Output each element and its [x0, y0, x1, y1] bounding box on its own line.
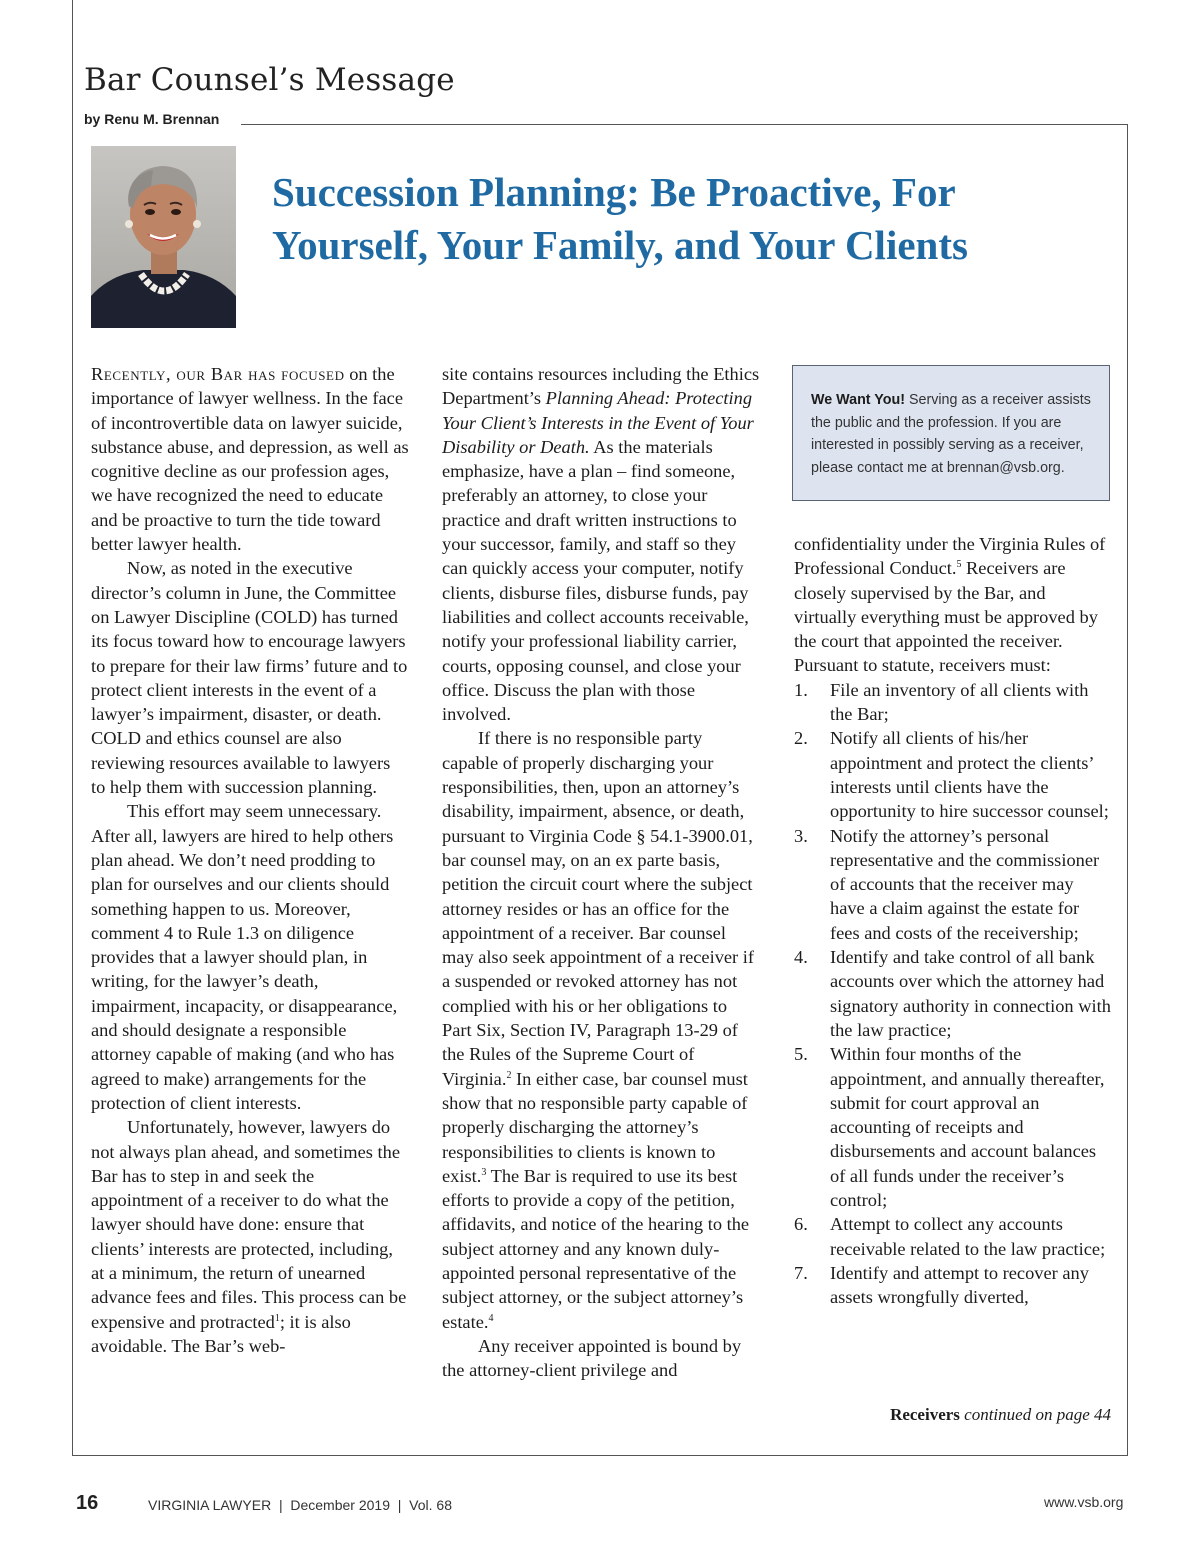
- footnote-ref: 1: [274, 1312, 280, 1324]
- paragraph-text: As the materials emphasize, have a plan – find someone, preferably an attorney, to close your practice and draft written instructions to your successor, family, and staff so they can quickly access your computer, notify clients, disburse files, disburse funds, pay liabilities and collect accounts receivable, notify your professional liability carrier, courts, opposing counsel, and close your office. Discuss the plan with those involved.: [442, 436, 749, 725]
- publication-title: Planning Ahead: Protecting Your Client’s Interests in the Event of Your Disability or Death.: [442, 388, 754, 457]
- paragraph: Now, as noted in the executive director’s column in June, the Committee on Lawyer Discipline (COLD) has turned its focus toward how to encourage lawyers to prepare for their law firms’ future and to protect client interests in the event of a lawyer’s impairment, disaster, or death. COLD and ethics counsel are also reviewing resources available to lawyers to help them with succession planning.: [91, 558, 408, 798]
- list-text: Notify all clients of his/her appointment and protect the clients’ interests until clients have the opportunity to hire successor counsel;: [830, 728, 1109, 822]
- continued-label: Receivers: [890, 1405, 960, 1424]
- receiver-duties-list: [794, 678, 1112, 1310]
- list-text: Notify the attorney’s personal representative and the commissioner of accounts that the receiver may have a claim against the estate for fees and costs of the receivership;: [830, 825, 1100, 943]
- list-text: Attempt to collect any accounts receivable related to the law practice;: [830, 1214, 1106, 1259]
- list-number: 1.: [794, 679, 808, 700]
- list-item: [794, 726, 1112, 823]
- list-text: Identify and attempt to recover any assets wrongfully diverted,: [830, 1262, 1089, 1308]
- frame-rule-left: [72, 0, 73, 1456]
- paragraph-text: The Bar is required to use its best efforts to provide a copy of the petition, affidavits, and notice of the hearing to the subject attorney and any known duly-appointed personal representative of the subject attorney, or the subject attorney’s estate.: [442, 1165, 750, 1332]
- paragraph-text: Receivers are closely supervised by the Bar, and virtually everything must be approved by the court that appointed the receiver. Pursuant to statute, receivers must:: [794, 558, 1098, 676]
- paragraph: This effort may seem unnecessary. After all, lawyers are hired to help others plan ahead. We don’t need prodding to plan for ourselves and our clients should something happen to us. Moreover, comment 4 to Rule 1.3 on diligence provides that a lawyer should plan, in writing, for the lawyer’s death, impairment, incapacity, or disappearance, and should designate a responsible attorney capable of making (and who has agreed to make) arrangements for the protection of client interests.: [91, 801, 398, 1113]
- list-item: [794, 1042, 1112, 1212]
- page-number: 16: [76, 1492, 99, 1514]
- footnote-ref: 3: [481, 1166, 487, 1178]
- lead-in: Recently, our Bar has focused: [91, 364, 345, 384]
- paragraph: [91, 362, 409, 556]
- paragraph: [794, 532, 1112, 678]
- section-title: Bar Counsel’s Message: [84, 62, 455, 98]
- paragraph-text: If there is no responsible party capable of properly discharging your responsibilities, then, upon an attorney’s disability, impairment, absence, or death, pursuant to Virginia Code § 54.1-3900.01, bar counsel may, on an ex parte basis, petition the circuit court where the subject attorney resides or has an office for the appointment of a receiver. Bar counsel may also seek appointment of a receiver if a suspended or revoked attorney has not complied with his or her obligations to Part Six, Section IV, Paragraph 13-29 of the Rules of the Supreme Court of Virginia.: [442, 728, 755, 1089]
- footnote-ref: 4: [488, 1312, 494, 1324]
- article-headline: Succession Planning: Be Proactive, For Yourself, Your Family, and Your Clients: [272, 169, 968, 268]
- paragraph-text: on the importance of lawyer wellness. In the face of incontrovertible data on lawyer suicide, substance abuse, and depression, as well as cognitive decline as our profession ages, we have recognized the need to educate and be proactive to turn the tide toward better lawyer health.: [91, 364, 409, 555]
- list-text: File an inventory of all clients with the Bar;: [830, 679, 1089, 725]
- list-number: 6.: [794, 1214, 808, 1235]
- list-text: Within four months of the appointment, and annually thereafter, submit for court approval an accounting of receipts and disbursements and account balances of all funds under the receiver’s control;: [830, 1044, 1105, 1211]
- paragraph-text: confidentiality under the Virginia Rules of Professional Conduct.: [794, 534, 1106, 579]
- list-number: 7.: [794, 1262, 808, 1283]
- byline: by Renu M. Brennan: [84, 111, 220, 127]
- paragraph-text: ; it is also avoidable. The Bar’s web-: [91, 1311, 351, 1356]
- footnote-ref: 5: [956, 559, 962, 571]
- list-number: 5.: [794, 1044, 808, 1065]
- list-item: [794, 945, 1112, 1042]
- list-item: [794, 1261, 1112, 1310]
- list-item: [794, 678, 1112, 727]
- article-column-1: [91, 362, 409, 1358]
- list-text: Identify and take control of all bank accounts over which the attorney had signatory authority in connection with the law practice;: [830, 947, 1111, 1040]
- paragraph: [442, 362, 760, 726]
- article-column-3: [794, 532, 1112, 1310]
- portrait-illustration: [91, 146, 236, 328]
- callout-box: [792, 365, 1110, 501]
- paragraph-text: In either case, bar counsel must show that no responsible party capable of properly discharging the attorney’s responsibilities to clients is known to exist.: [442, 1068, 748, 1186]
- list-number: 4.: [794, 947, 808, 968]
- frame-rule-top: [241, 124, 1128, 125]
- frame-rule-bottom: [72, 1455, 1128, 1456]
- continued-page: continued on page 44: [959, 1405, 1111, 1424]
- paragraph-text: site contains resources including the Ethics Department’s: [442, 364, 760, 409]
- callout-text: Serving as a receiver assists the public and the profession. If you are interested in possibly serving as a receiver, please contact me at brennan@vsb.org.: [811, 392, 1091, 476]
- list-number: 2.: [794, 728, 808, 749]
- callout-heading: We Want You!: [811, 392, 905, 408]
- frame-rule-right: [1127, 124, 1128, 1456]
- list-item: [794, 1212, 1112, 1261]
- paragraph: Any receiver appointed is bound by the attorney-client privilege and: [442, 1335, 742, 1381]
- paragraph: [442, 726, 760, 1333]
- article-column-2: [442, 362, 760, 1382]
- website-url: www.vsb.org: [1044, 1494, 1124, 1510]
- author-portrait: [91, 146, 236, 328]
- paragraph-text: Unfortunately, however, lawyers do not always plan ahead, and sometimes the Bar has to step in and seek the appointment of a receiver to do what the lawyer should have done: ensure that clients’ interests are protected, including, at a minimum, the return of unearned advance fees and files. This process can be expensive and protracted: [91, 1117, 407, 1332]
- footnote-ref: 2: [506, 1069, 512, 1081]
- publication-info: VIRGINIA LAWYER | December 2019 | Vol. 68: [148, 1497, 452, 1513]
- continued-notice: [794, 1405, 1111, 1425]
- list-item: [794, 824, 1112, 945]
- paragraph: [91, 1115, 409, 1358]
- list-number: 3.: [794, 825, 808, 846]
